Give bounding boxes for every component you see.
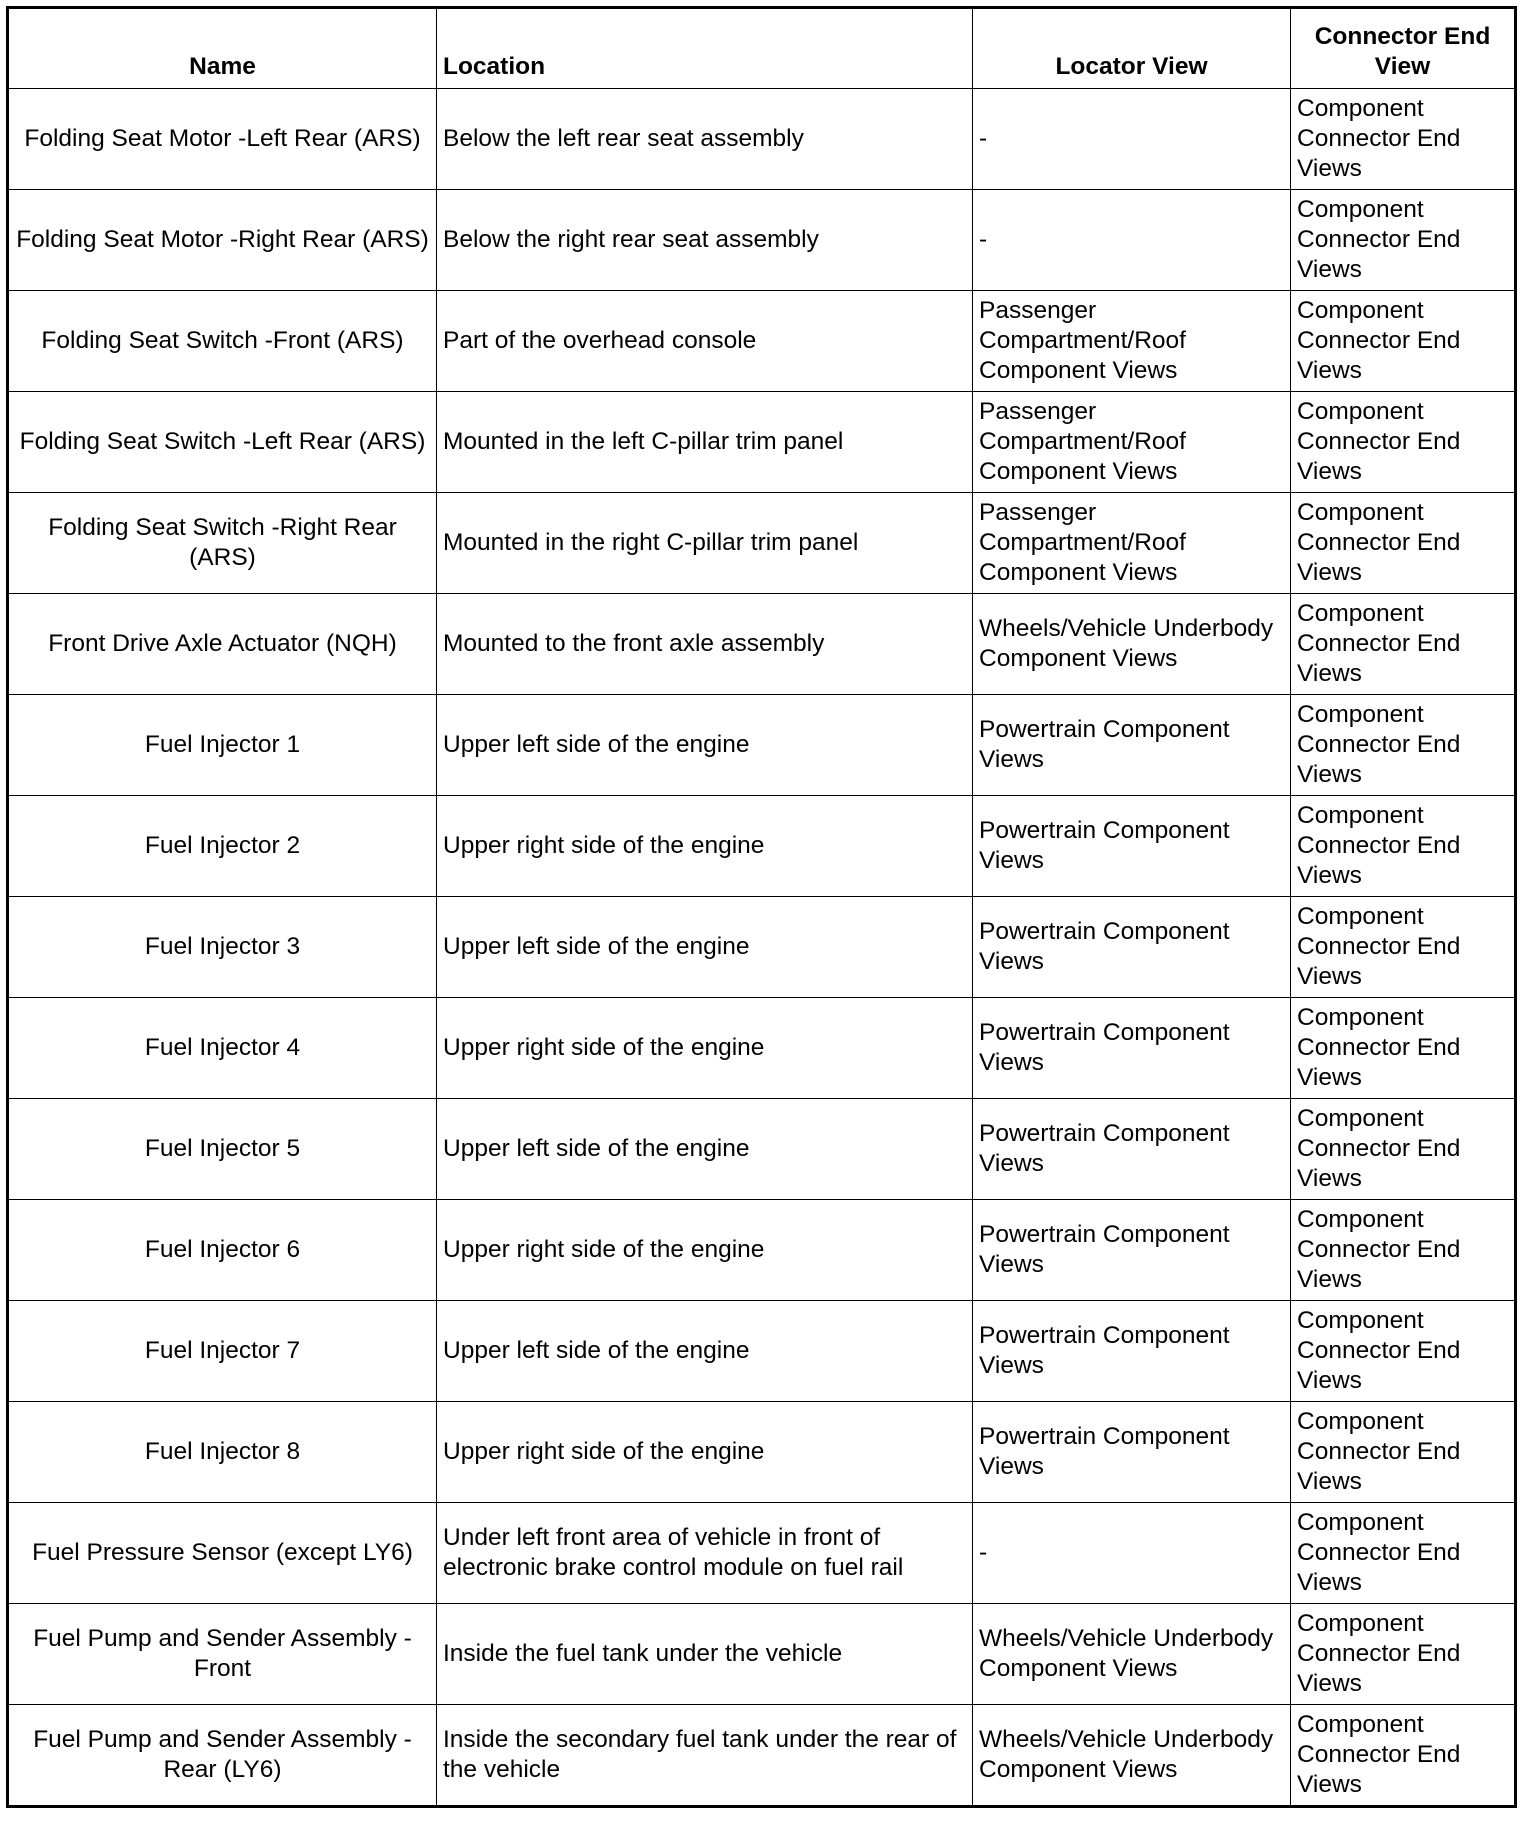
cell-location: Upper left side of the engine [437, 897, 973, 998]
header-locator-view: Locator View [973, 8, 1291, 89]
cell-connector-end-view: Component Connector End Views [1291, 1604, 1516, 1705]
cell-name: Fuel Injector 1 [8, 695, 437, 796]
cell-name: Folding Seat Motor -Right Rear (ARS) [8, 190, 437, 291]
cell-location: Upper right side of the engine [437, 1402, 973, 1503]
cell-connector-end-view: Component Connector End Views [1291, 1705, 1516, 1807]
table-row [8, 1604, 1516, 1705]
cell-location: Upper right side of the engine [437, 796, 973, 897]
table-row [8, 695, 1516, 796]
header-location: Location [437, 8, 973, 89]
cell-connector-end-view: Component Connector End Views [1291, 594, 1516, 695]
cell-location: Below the left rear seat assembly [437, 89, 973, 190]
cell-name: Fuel Injector 4 [8, 998, 437, 1099]
table-row [8, 493, 1516, 594]
cell-connector-end-view: Component Connector End Views [1291, 998, 1516, 1099]
cell-location: Inside the fuel tank under the vehicle [437, 1604, 973, 1705]
cell-connector-end-view: Component Connector End Views [1291, 1099, 1516, 1200]
cell-location: Inside the secondary fuel tank under the rear of the vehicle [437, 1705, 973, 1807]
cell-name: Fuel Injector 6 [8, 1200, 437, 1301]
cell-name: Fuel Pump and Sender Assembly -Rear (LY6) [8, 1705, 437, 1807]
cell-name: Fuel Pressure Sensor (except LY6) [8, 1503, 437, 1604]
table-row [8, 998, 1516, 1099]
cell-location: Upper left side of the engine [437, 695, 973, 796]
cell-connector-end-view: Component Connector End Views [1291, 695, 1516, 796]
header-row [8, 8, 1516, 89]
table-row [8, 1503, 1516, 1604]
cell-name: Folding Seat Switch -Left Rear (ARS) [8, 392, 437, 493]
cell-locator-view: Powertrain Component Views [973, 1200, 1291, 1301]
table-row [8, 1402, 1516, 1503]
header-connector-end-view: Connector End View [1291, 8, 1516, 89]
cell-name: Fuel Injector 3 [8, 897, 437, 998]
table-header [8, 8, 1516, 89]
cell-connector-end-view: Component Connector End Views [1291, 897, 1516, 998]
table-row [8, 190, 1516, 291]
cell-locator-view: - [973, 1503, 1291, 1604]
header-name: Name [8, 8, 437, 89]
cell-locator-view: Powertrain Component Views [973, 897, 1291, 998]
cell-locator-view: Passenger Compartment/Roof Component Views [973, 392, 1291, 493]
cell-locator-view: Passenger Compartment/Roof Component Views [973, 493, 1291, 594]
cell-locator-view: Powertrain Component Views [973, 1301, 1291, 1402]
cell-name: Front Drive Axle Actuator (NQH) [8, 594, 437, 695]
cell-locator-view: Powertrain Component Views [973, 695, 1291, 796]
cell-connector-end-view: Component Connector End Views [1291, 493, 1516, 594]
cell-location: Below the right rear seat assembly [437, 190, 973, 291]
cell-name: Fuel Injector 7 [8, 1301, 437, 1402]
table-row [8, 1705, 1516, 1807]
cell-connector-end-view: Component Connector End Views [1291, 190, 1516, 291]
table-body [8, 89, 1516, 1807]
cell-location: Upper left side of the engine [437, 1301, 973, 1402]
cell-connector-end-view: Component Connector End Views [1291, 796, 1516, 897]
table-row [8, 1301, 1516, 1402]
cell-name: Folding Seat Motor -Left Rear (ARS) [8, 89, 437, 190]
cell-location: Mounted in the right C-pillar trim panel [437, 493, 973, 594]
table-row [8, 1200, 1516, 1301]
cell-name: Fuel Pump and Sender Assembly -Front [8, 1604, 437, 1705]
cell-location: Under left front area of vehicle in front of electronic brake control module on fuel rail [437, 1503, 973, 1604]
cell-location: Upper right side of the engine [437, 1200, 973, 1301]
cell-locator-view: Wheels/Vehicle Underbody Component Views [973, 1705, 1291, 1807]
cell-locator-view: - [973, 89, 1291, 190]
cell-locator-view: - [973, 190, 1291, 291]
table-row [8, 897, 1516, 998]
table-row [8, 594, 1516, 695]
cell-connector-end-view: Component Connector End Views [1291, 1301, 1516, 1402]
cell-locator-view: Powertrain Component Views [973, 1402, 1291, 1503]
cell-locator-view: Wheels/Vehicle Underbody Component Views [973, 1604, 1291, 1705]
cell-location: Mounted in the left C-pillar trim panel [437, 392, 973, 493]
cell-connector-end-view: Component Connector End Views [1291, 1200, 1516, 1301]
cell-locator-view: Passenger Compartment/Roof Component Views [973, 291, 1291, 392]
cell-name: Fuel Injector 2 [8, 796, 437, 897]
cell-location: Upper right side of the engine [437, 998, 973, 1099]
cell-locator-view: Powertrain Component Views [973, 1099, 1291, 1200]
table-row [8, 392, 1516, 493]
cell-locator-view: Wheels/Vehicle Underbody Component Views [973, 594, 1291, 695]
cell-connector-end-view: Component Connector End Views [1291, 291, 1516, 392]
cell-connector-end-view: Component Connector End Views [1291, 89, 1516, 190]
cell-name: Folding Seat Switch -Front (ARS) [8, 291, 437, 392]
cell-connector-end-view: Component Connector End Views [1291, 1503, 1516, 1604]
table-row [8, 1099, 1516, 1200]
cell-name: Fuel Injector 8 [8, 1402, 437, 1503]
cell-location: Upper left side of the engine [437, 1099, 973, 1200]
table-row [8, 89, 1516, 190]
table-row [8, 796, 1516, 897]
cell-location: Part of the overhead console [437, 291, 973, 392]
table-row [8, 291, 1516, 392]
cell-name: Folding Seat Switch -Right Rear (ARS) [8, 493, 437, 594]
cell-connector-end-view: Component Connector End Views [1291, 392, 1516, 493]
cell-name: Fuel Injector 5 [8, 1099, 437, 1200]
component-locator-table [6, 6, 1517, 1808]
cell-locator-view: Powertrain Component Views [973, 796, 1291, 897]
cell-location: Mounted to the front axle assembly [437, 594, 973, 695]
cell-connector-end-view: Component Connector End Views [1291, 1402, 1516, 1503]
cell-locator-view: Powertrain Component Views [973, 998, 1291, 1099]
